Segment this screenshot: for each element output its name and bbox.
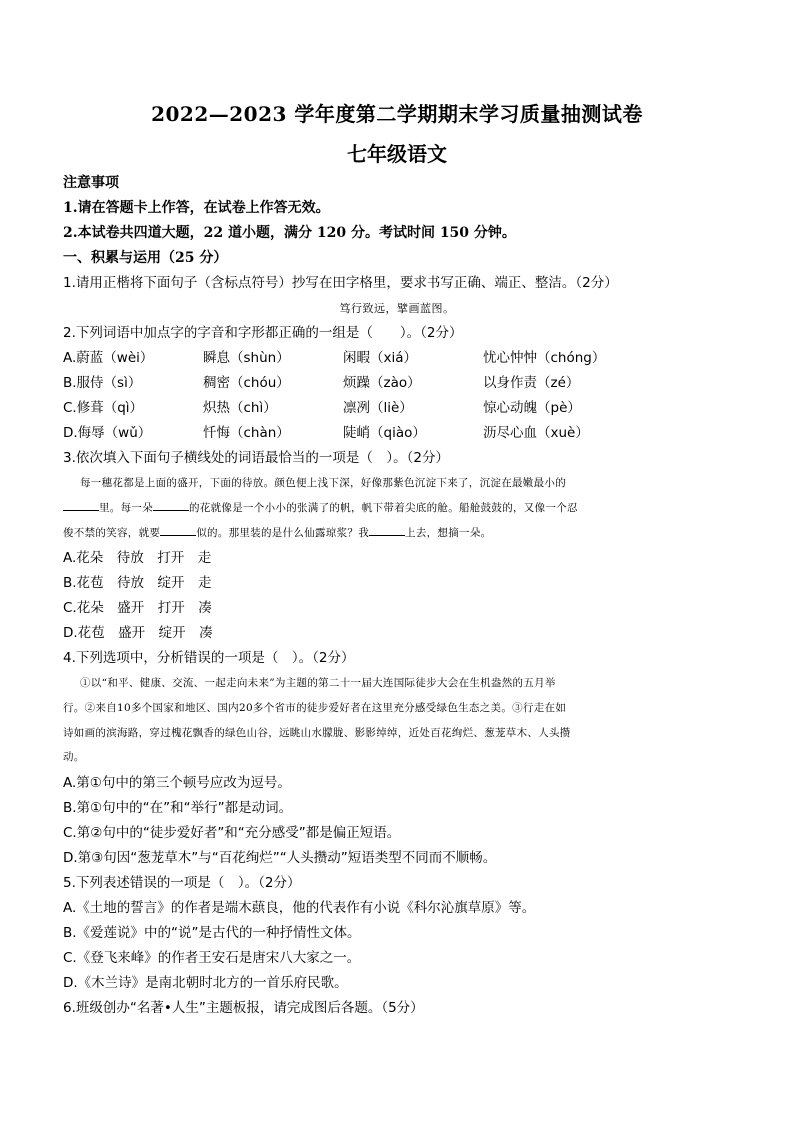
question-3-passage-line-2: 里。每一朵 的花就像是一个小小的张满了的帆，帆下带着尖底的舱。船舱鼓鼓的，又像一个忍: [63, 500, 729, 516]
option-cell: 凛冽（liè）: [343, 400, 413, 416]
question-3-option-a: A.花朵 待放 打开 走: [63, 550, 212, 566]
question-5-option-a: A.《土地的誓言》的作者是端木蕻良，他的代表作有小说《科尔沁旗草原》等。: [63, 900, 536, 916]
question-4-passage-line-4: 动。: [63, 751, 85, 763]
question-1-sentence: 笃行致远，擘画蓝图。: [339, 302, 455, 315]
option-cell: 烦躁（zào）: [343, 375, 421, 391]
option-cell: 陡峭（qiào）: [343, 425, 426, 441]
question-4-option-c: C.第②句中的“徒步爱好者”和“充分感受”都是偏正短语。: [63, 825, 401, 841]
page-subtitle: 七年级语文: [347, 142, 447, 166]
question-4-passage-line-3: 诗如画的滨海路，穿过槐花飘香的绿色山谷，远眺山水朦胧、影影绰绰，近处百花绚烂、葱茏草木、人头攒: [63, 727, 571, 739]
option-cell: 稠密（chóu）: [203, 375, 290, 391]
option-cell: 瞬息（shùn）: [203, 350, 290, 366]
option-cell: 炽热（chì）: [203, 400, 277, 416]
option-cell: A.蔚蓝（wèi）: [63, 350, 154, 366]
fill-blank: [369, 525, 405, 536]
question-3-passage-line-1: 每一穗花都是上面的盛开，下面的待放。颜色便上浅下深，好像那紫色沉淀下来了，沉淀在最嫩最小的: [80, 477, 566, 489]
question-5-stem: 5.下列表述错误的一项是（ ）。（2分）: [63, 875, 301, 891]
question-4-stem: 4.下列选项中，分析错误的一项是（ ）。（2分）: [63, 650, 355, 666]
question-3-option-d: D.花苞 盛开 绽开 凑: [63, 625, 213, 641]
option-cell: 惊心动魄（pè）: [483, 400, 581, 416]
option-cell: 忏悔（chàn）: [203, 425, 290, 441]
option-cell: C.修葺（qì）: [63, 400, 144, 416]
question-1-stem: 1.请用正楷将下面句子（含标点符号）抄写在田字格里，要求书写正确、端正、整洁。（2分）: [63, 275, 618, 291]
question-3-option-b: B.花苞 待放 绽开 走: [63, 575, 212, 591]
notice-heading: 注意事项: [63, 175, 119, 191]
fill-blank: [63, 500, 99, 511]
option-cell: 忧心忡忡（chóng）: [483, 350, 606, 366]
question-2-stem: 2.下列词语中加点字的字音和字形都正确的一组是（ ）。（2分）: [63, 325, 463, 341]
notice-item-1: 1.请在答题卡上作答，在试卷上作答无效。: [63, 200, 330, 216]
option-cell: 沥尽心血（xuè）: [483, 425, 589, 441]
option-cell: B.服侍（sì）: [63, 375, 142, 391]
question-3-option-c: C.花朵 盛开 打开 凑: [63, 600, 212, 616]
question-5-option-d: D.《木兰诗》是南北朝时北方的一首乐府民歌。: [63, 975, 348, 991]
fill-blank: [153, 500, 189, 511]
question-3-stem: 3.依次填入下面句子横线处的词语最恰当的一项是（ ）。（2分）: [63, 450, 449, 466]
section-heading: 一、积累与运用（25 分）: [63, 250, 228, 266]
notice-item-2: 2.本试卷共四道大题，22 道小题，满分 120 分。考试时间 150 分钟。: [63, 225, 516, 241]
option-cell: D.侮辱（wǔ）: [63, 425, 152, 441]
fill-blank: [160, 525, 196, 536]
question-4-passage-line-2: 行。②来自10多个国家和地区、国内20多个省市的徒步爱好者在这里充分感受绿色生态之美。③行走在如: [63, 702, 567, 714]
question-4-option-b: B.第①句中的“在”和“举行”都是动词。: [63, 800, 293, 816]
question-5-option-b: B.《爱莲说》中的“说”是古代的一种抒情性文体。: [63, 925, 361, 941]
question-5-option-c: C.《登飞来峰》的作者王安石是唐宋八大家之一。: [63, 950, 361, 966]
question-3-passage-line-3: 俊不禁的笑容，就要 似的。那里装的是什么仙露琼浆？我 上去，想摘一朵。: [63, 527, 492, 539]
question-4-passage-line-1: ①以“和平、健康、交流、一起走向未来”为主题的第二十一届大连国际徒步大会在生机盎然的五月举: [80, 677, 556, 689]
question-6-stem: 6.班级创办“名著•人生”主题板报，请完成图后各题。（5分）: [63, 1000, 424, 1016]
page-title: 2022—2023 学年度第二学期期末学习质量抽测试卷: [151, 102, 643, 126]
option-cell: 闲暇（xiá）: [343, 350, 418, 366]
question-4-option-d: D.第③句因“葱茏草木”与“百花绚烂”“人头攒动”短语类型不同而不顺畅。: [63, 850, 497, 866]
option-cell: 以身作责（zé）: [483, 375, 580, 391]
question-4-option-a: A.第①句中的第三个顿号应改为逗号。: [63, 775, 291, 791]
